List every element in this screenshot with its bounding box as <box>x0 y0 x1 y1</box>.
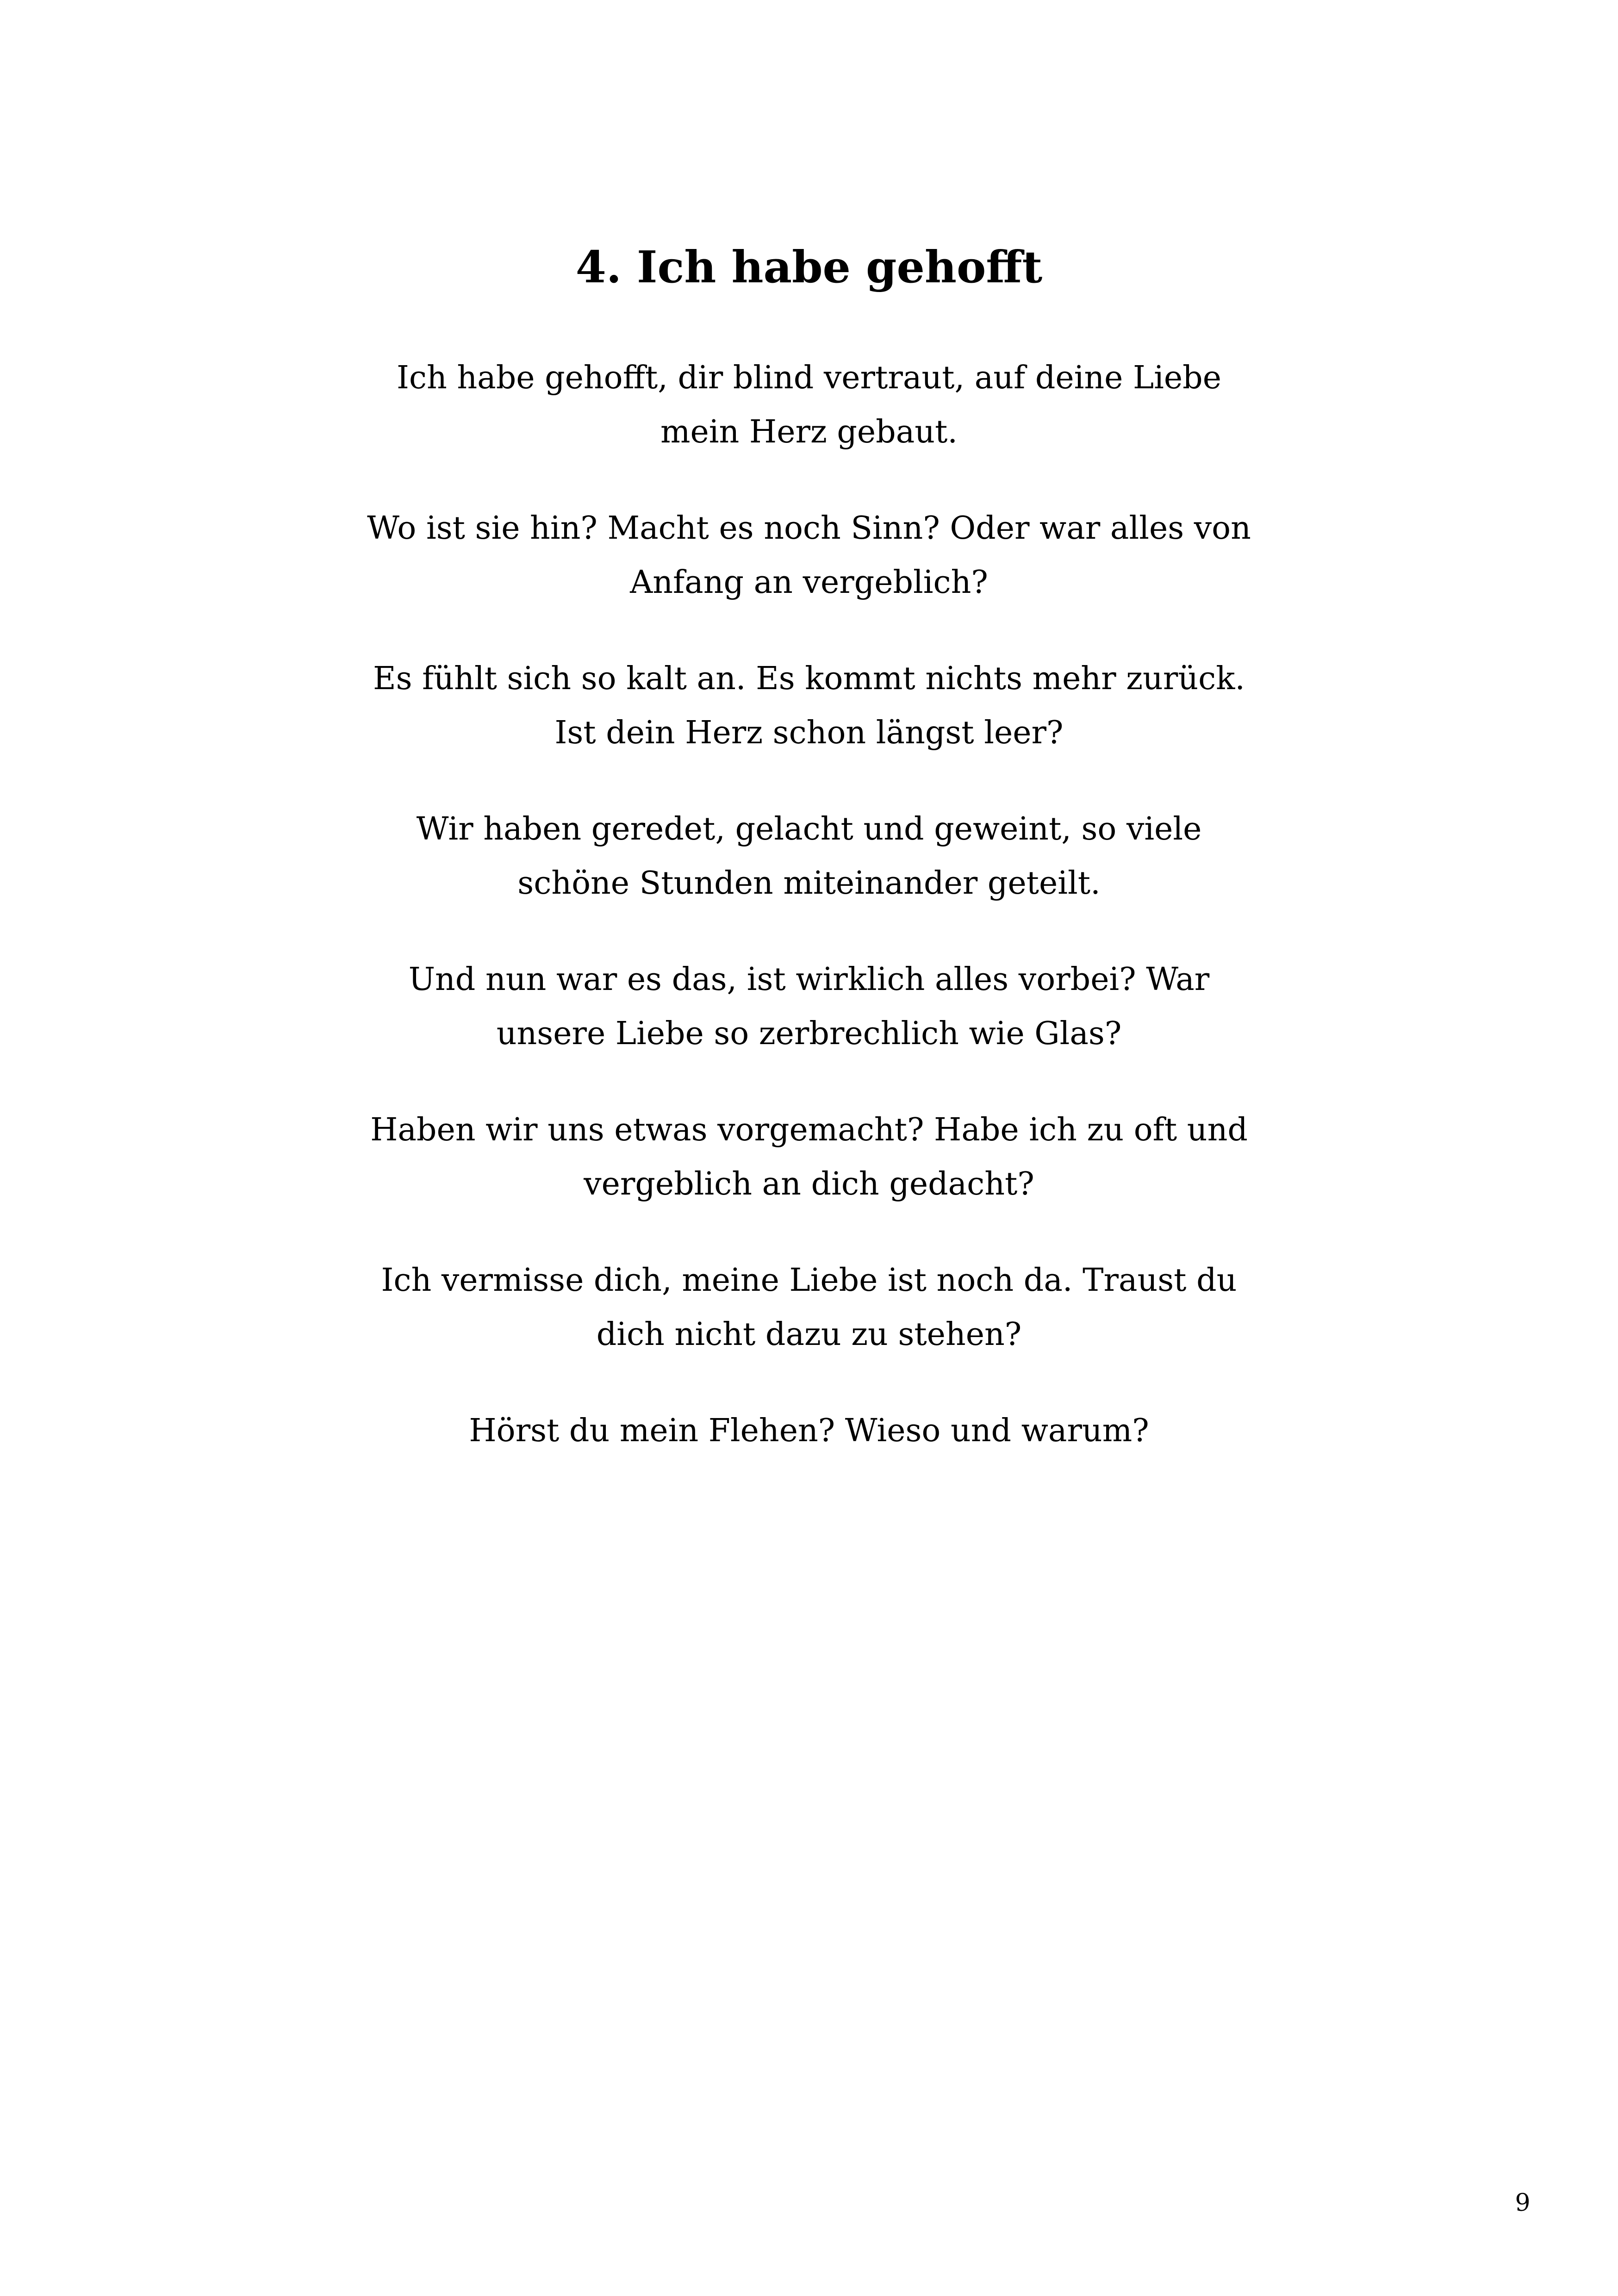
stanza <box>0 1404 1618 1458</box>
stanza <box>0 652 1618 760</box>
stanza-line: Hörst du mein Flehen? Wieso und warum? <box>469 1412 1149 1449</box>
stanza <box>0 952 1618 1061</box>
stanza-line: dich nicht dazu zu stehen? <box>596 1316 1022 1353</box>
stanza <box>0 1103 1618 1211</box>
stanza-line: Und nun war es das, ist wirklich alles vorbei? War <box>408 961 1210 998</box>
stanza-line: unsere Liebe so zerbrechlich wie Glas? <box>496 1015 1122 1052</box>
stanza-line: Haben wir uns etwas vorgemacht? Habe ich zu oft und <box>370 1112 1248 1148</box>
stanza-line: vergeblich an dich gedacht? <box>584 1166 1034 1202</box>
stanza-line: Ist dein Herz schon längst leer? <box>554 715 1064 751</box>
poem-title: 4. Ich habe gehofft <box>575 242 1043 293</box>
stanza <box>0 351 1618 459</box>
page-number: 9 <box>1515 2189 1531 2217</box>
stanza-line: Ich habe gehofft, dir blind vertraut, auf deine Liebe <box>397 360 1221 396</box>
stanza <box>0 501 1618 610</box>
stanza-line: Wo ist sie hin? Macht es noch Sinn? Oder war alles von <box>367 510 1251 547</box>
stanza-line: mein Herz gebaut. <box>660 414 958 450</box>
stanza-line: schöne Stunden miteinander geteilt. <box>517 865 1101 902</box>
stanza <box>0 1253 1618 1362</box>
stanza-line: Wir haben geredet, gelacht und geweint, so viele <box>416 811 1202 847</box>
stanza-line: Ich vermisse dich, meine Liebe ist noch da. Traust du <box>381 1262 1237 1299</box>
stanza <box>0 802 1618 910</box>
stanza-line: Es fühlt sich so kalt an. Es kommt nichts mehr zurück. <box>373 660 1245 697</box>
stanza-line: Anfang an vergeblich? <box>630 564 988 601</box>
